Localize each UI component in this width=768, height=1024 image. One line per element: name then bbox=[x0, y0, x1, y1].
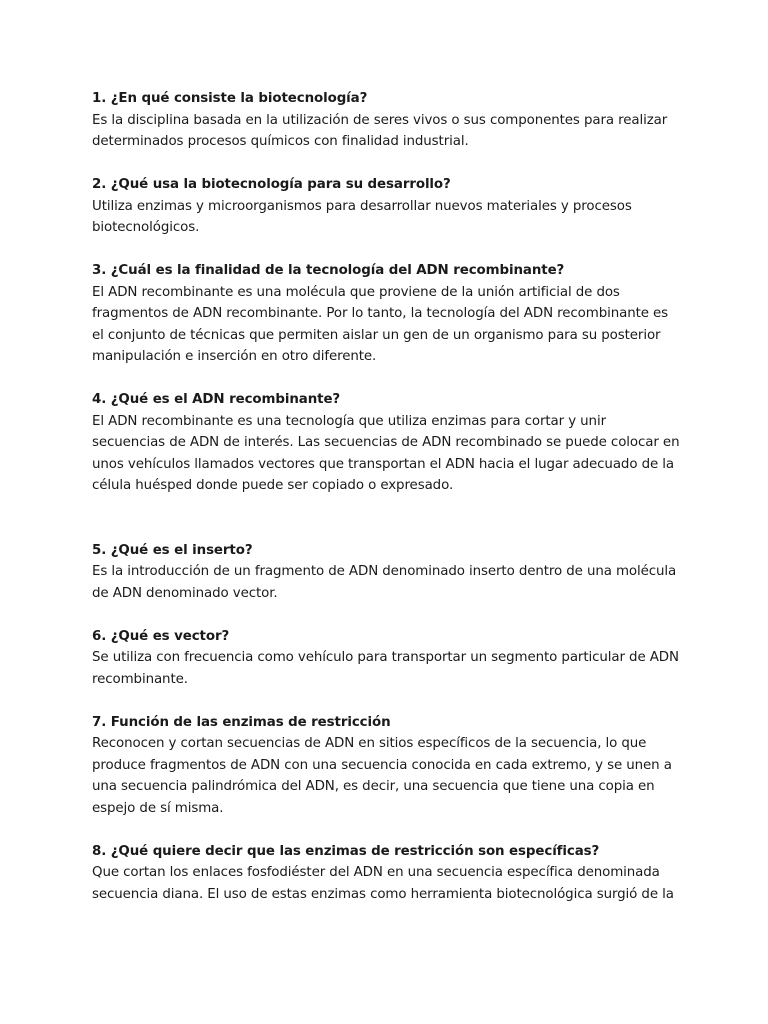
qa-item-7 bbox=[92, 712, 682, 820]
spacer bbox=[92, 497, 682, 540]
qa-item-1 bbox=[92, 88, 682, 153]
document-page bbox=[92, 88, 682, 905]
question-heading: 5. ¿Qué es el inserto? bbox=[92, 542, 253, 558]
question-heading: 1. ¿En qué consiste la biotecnología? bbox=[92, 91, 368, 106]
spacer bbox=[92, 690, 682, 712]
qa-item-5 bbox=[92, 540, 682, 605]
answer-paragraph: Es la disciplina basada en la utilización de seres vivos o sus componentes para realizar determinados procesos químicos con finalidad industrial. bbox=[92, 112, 668, 149]
spacer bbox=[92, 239, 682, 261]
answer-paragraph: Es la introducción de un fragmento de ADN denominado inserto dentro de una molécula de ADN denominado vector. bbox=[92, 564, 677, 601]
question-heading: 6. ¿Qué es vector? bbox=[92, 628, 230, 644]
question-heading: 4. ¿Qué es el ADN recombinante? bbox=[92, 392, 341, 407]
answer-paragraph: El ADN recombinante es una tecnología que utiliza enzimas para cortar y unir secuencias de ADN de interés. Las secuencias de ADN recombinado se puede colocar en unos vehículos llamados vectores que transportan el ADN hacia el lugar adecuado de la célula huésped donde puede ser copiado o expresado. bbox=[92, 413, 680, 493]
answer-paragraph: El ADN recombinante es una molécula que proviene de la unión artificial de dos fragmentos de ADN recombinante. Por lo tanto, la tecnología del ADN recombinante es el conjunto de técnicas que permiten aislar un gen de un organismo para su posterior manipulación e inserción en otro diferente. bbox=[92, 284, 669, 364]
qa-item-2 bbox=[92, 174, 682, 239]
qa-item-3 bbox=[92, 260, 682, 368]
spacer bbox=[92, 153, 682, 175]
qa-item-8 bbox=[92, 841, 682, 906]
answer-paragraph: Se utiliza con frecuencia como vehículo para transportar un segmento particular de ADN recombinante. bbox=[92, 650, 679, 687]
question-heading: 2. ¿Qué usa la biotecnología para su desarrollo? bbox=[92, 177, 451, 192]
spacer bbox=[92, 819, 682, 841]
question-heading: 8. ¿Qué quiere decir que las enzimas de restricción son específicas? bbox=[92, 843, 600, 859]
answer-paragraph: Utiliza enzimas y microorganismos para desarrollar nuevos materiales y procesos biotecnológicos. bbox=[92, 198, 632, 235]
spacer bbox=[92, 604, 682, 626]
question-heading: 7. Función de las enzimas de restricción bbox=[92, 714, 391, 730]
answer-paragraph: Reconocen y cortan secuencias de ADN en sitios específicos de la secuencia, lo que produce fragmentos de ADN con una secuencia conocida en cada extremo, y se unen a una secuencia palindrómica del ADN, es decir, una secuencia que tiene una copia en espejo de sí misma. bbox=[92, 736, 672, 816]
question-heading: 3. ¿Cuál es la finalidad de la tecnología del ADN recombinante? bbox=[92, 263, 565, 278]
spacer bbox=[92, 368, 682, 390]
answer-paragraph: Que cortan los enlaces fosfodiéster del ADN en una secuencia específica denominada secuencia diana. El uso de estas enzimas como herramienta biotecnológica surgió de la bbox=[92, 865, 674, 902]
qa-item-4 bbox=[92, 389, 682, 497]
qa-item-6 bbox=[92, 626, 682, 691]
